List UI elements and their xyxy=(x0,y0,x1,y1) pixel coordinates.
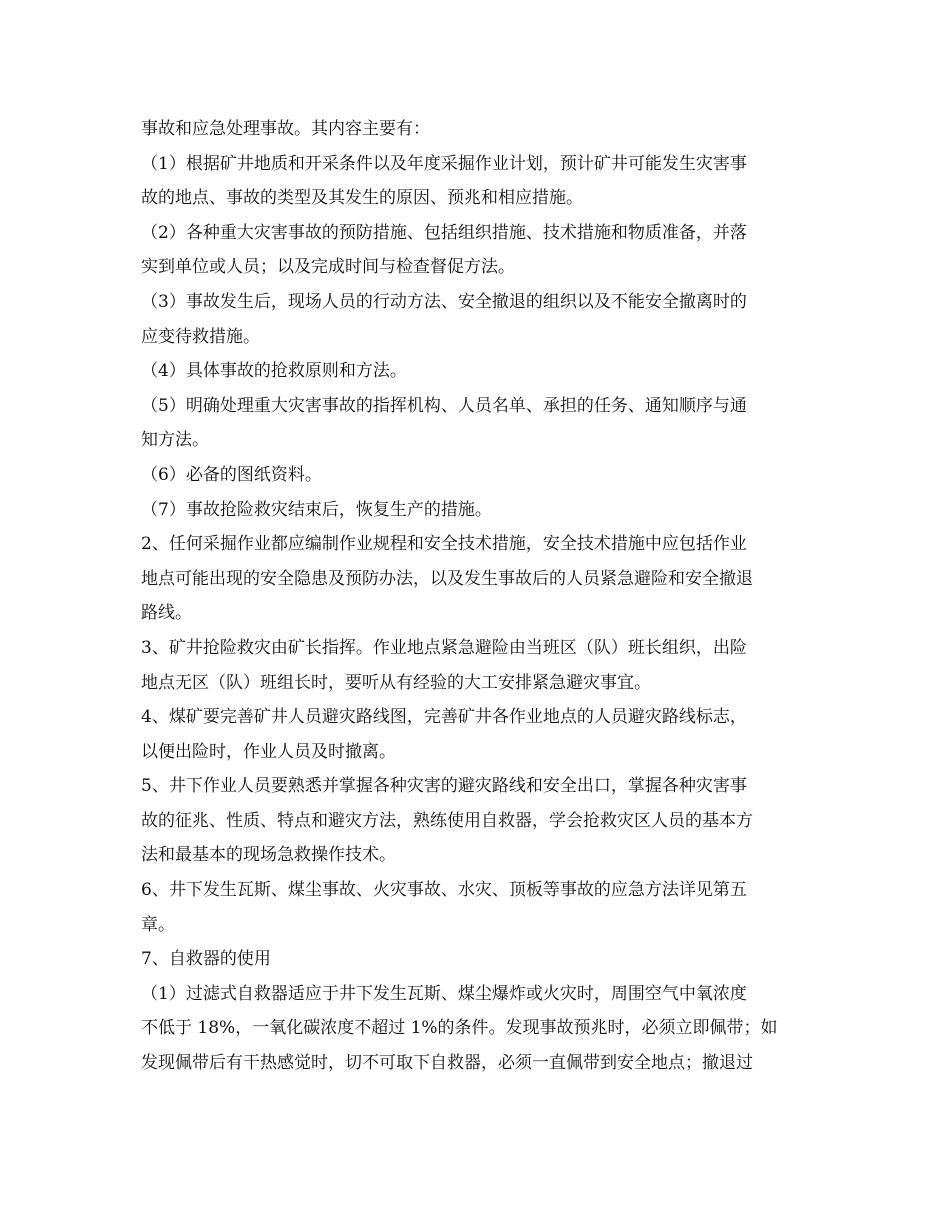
text-line: 事故和应急处理事故。其内容主要有： xyxy=(141,119,430,139)
text-line: 地点无区（队）班组长时，要听从有经验的大工安排紧急避灾事宜。 xyxy=(141,672,651,693)
text-line: 3、矿井抢险救灾由矿长指挥。作业地点紧急避险由当班区（队）班长组织，出险 xyxy=(141,637,747,658)
text-line: （4）具体事故的抢救原则和方法。 xyxy=(141,361,407,382)
text-line: 路线。 xyxy=(141,603,192,624)
text-line: 应变待救措施。 xyxy=(141,326,260,347)
text-line: （1）根据矿井地质和开采条件以及年度采掘作业计划，预计矿井可能发生灾害事 xyxy=(141,153,747,174)
text-line: 故的地点、事故的类型及其发生的原因、预兆和相应措施。 xyxy=(141,188,583,209)
text-line: 实到单位或人员；以及完成时间与检查督促方法。 xyxy=(141,257,515,278)
text-line: 故的征兆、性质、特点和避灾方法，熟练使用自救器，学会抢救灾区人员的基本方 xyxy=(141,810,753,831)
text-line: （7）事故抢险救灾结束后，恢复生产的措施。 xyxy=(141,499,492,520)
text-line: 5、井下作业人员要熟悉并掌握各种灾害的避灾路线和安全出口，掌握各种灾害事 xyxy=(141,776,747,797)
text-line: 6、井下发生瓦斯、煤尘事故、火灾事故、水灾、顶板等事故的应急方法详见第五 xyxy=(141,880,747,901)
text-line: （5）明确处理重大灾害事故的指挥机构、人员名单、承担的任务、通知顺序与通 xyxy=(141,395,747,416)
text-line: 7、自救器的使用 xyxy=(141,949,271,970)
text-line: （2）各种重大灾害事故的预防措施、包括组织措施、技术措施和物质准备，并落 xyxy=(141,222,747,243)
text-line: 发现佩带后有干热感觉时，切不可取下自救器，必须一直佩带到安全地点；撤退过 xyxy=(141,1053,753,1074)
text-line: 章。 xyxy=(141,914,175,935)
text-line: 以便出险时，作业人员及时撤离。 xyxy=(141,741,396,762)
text-line: （3）事故发生后，现场人员的行动方法、安全撤退的组织以及不能安全撤离时的 xyxy=(141,291,747,312)
text-line: 法和最基本的现场急救操作技术。 xyxy=(141,845,396,866)
text-line: 知方法。 xyxy=(141,430,209,451)
document-body xyxy=(141,112,813,1081)
text-line: 地点可能出现的安全隐患及预防办法，以及发生事故后的人员紧急避险和安全撤退 xyxy=(141,568,753,589)
text-line: 不低于 18%，一氧化碳浓度不超过 1%的条件。发现事故预兆时，必须立即佩带；如 xyxy=(141,1018,778,1039)
text-line: （6）必备的图纸资料。 xyxy=(141,464,322,485)
text-line: 2、任何采掘作业都应编制作业规程和安全技术措施，安全技术措施中应包括作业 xyxy=(141,534,747,555)
text-line: （1）过滤式自救器适应于井下发生瓦斯、煤尘爆炸或火灾时，周围空气中氧浓度 xyxy=(141,983,747,1004)
text-line: 4、煤矿要完善矿井人员避灾路线图，完善矿井各作业地点的人员避灾路线标志， xyxy=(141,707,747,728)
